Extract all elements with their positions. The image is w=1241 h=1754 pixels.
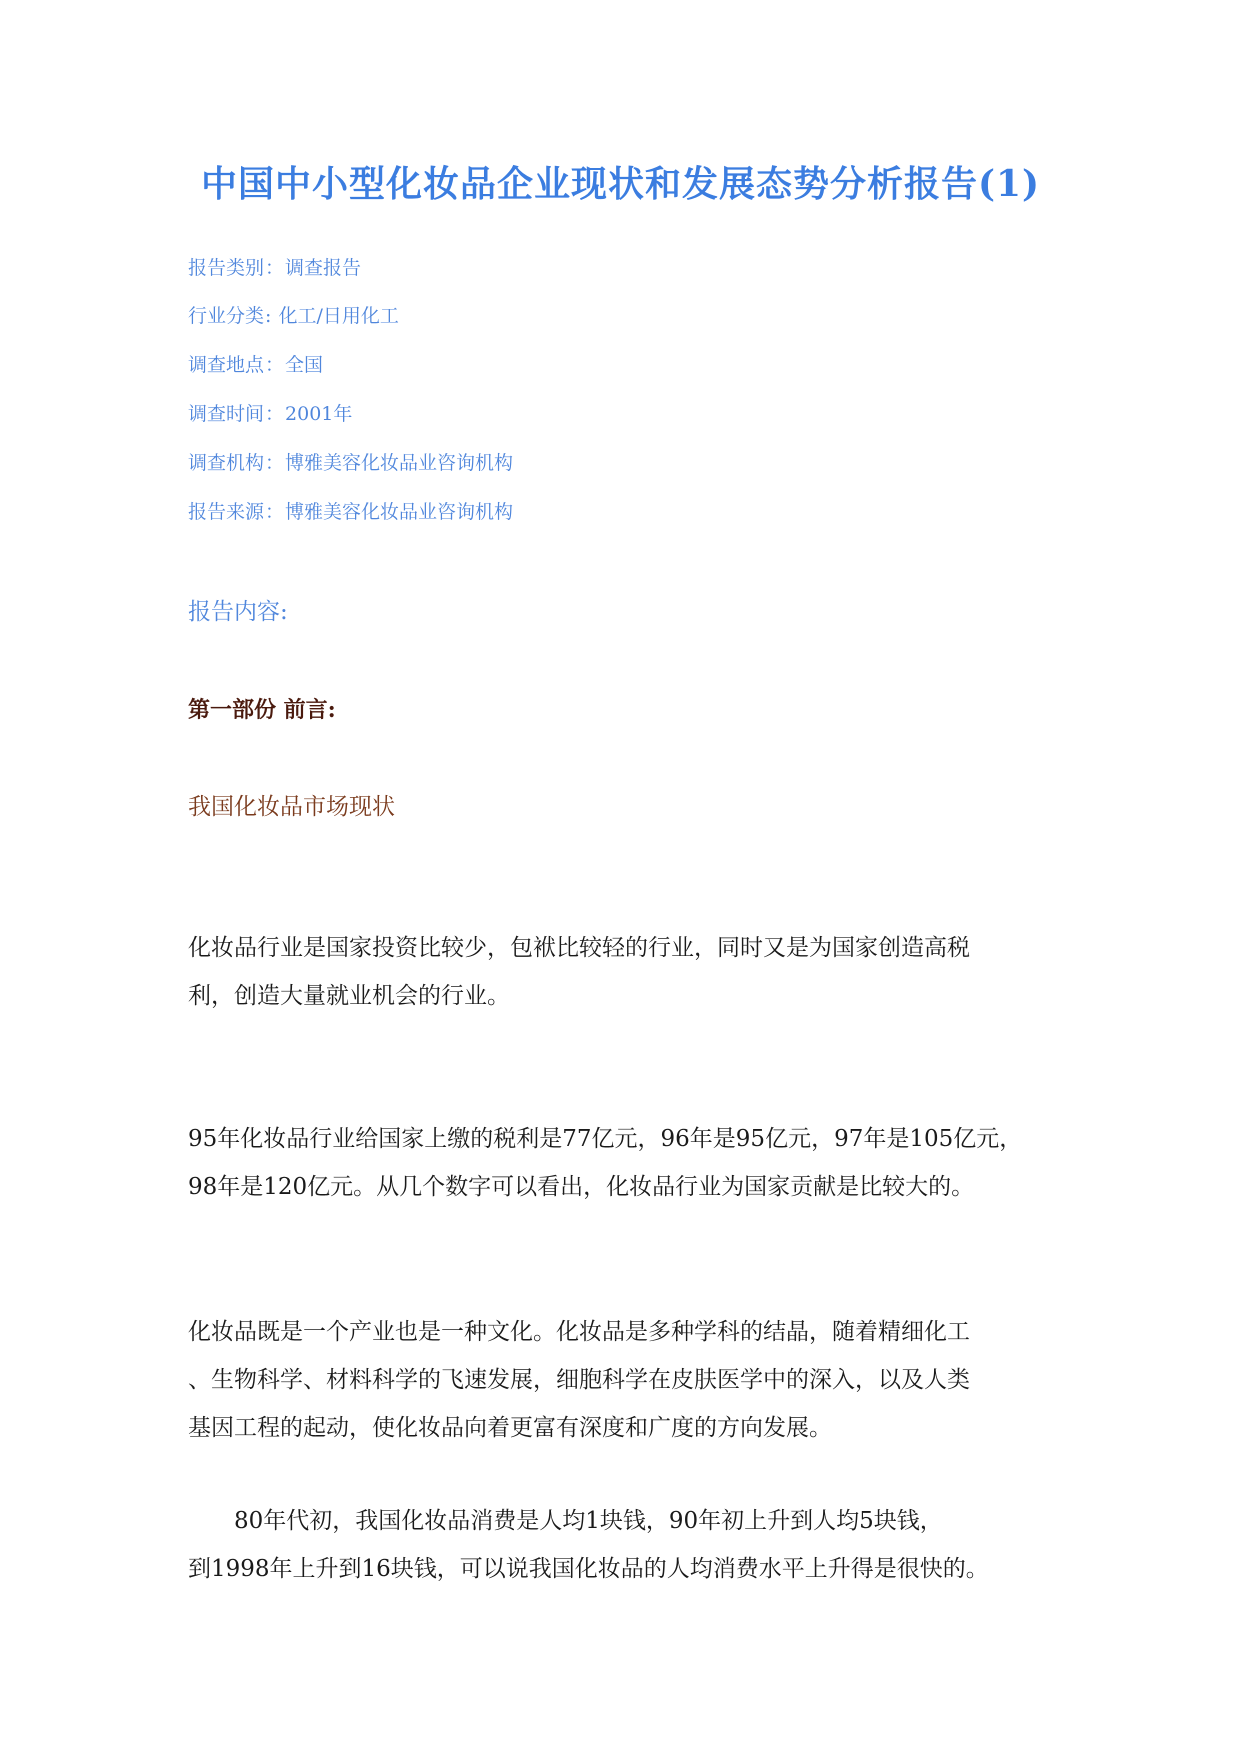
meta-label: 调查地点 [188, 354, 265, 376]
meta-label: 报告类别 [188, 257, 265, 279]
meta-survey-location [188, 351, 323, 379]
paragraph-line: 化妆品行业是国家投资比较少，包袱比较轻的行业，同时又是为国家创造高税 [188, 935, 970, 961]
paragraph-line: 利，创造大量就业机会的行业。 [188, 983, 510, 1009]
meta-separator: ： [265, 257, 285, 279]
meta-label: 调查时间 [188, 403, 265, 425]
meta-report-category [188, 254, 361, 282]
meta-value: 博雅美容化妆品业咨询机构 [285, 501, 514, 523]
meta-label: 行业分类 [188, 305, 265, 327]
meta-separator: ： [265, 403, 285, 425]
meta-value: 全国 [285, 354, 324, 376]
paragraph-line: 95年化妆品行业给国家上缴的税利是77亿元，96年是95亿元，97年是105亿元， [188, 1126, 1023, 1152]
meta-industry [188, 302, 399, 330]
meta-separator: ： [265, 501, 285, 523]
paragraph-line: 基因工程的起动，使化妆品向着更富有深度和广度的方向发展。 [188, 1415, 832, 1441]
meta-separator: ： [265, 354, 285, 376]
paragraph-line: 98年是120亿元。从几个数字可以看出，化妆品行业为国家贡献是比较大的。 [188, 1174, 975, 1200]
report-content-label: 报告内容: [188, 599, 288, 625]
paragraph-2 [188, 1115, 1048, 1211]
meta-value: 博雅美容化妆品业咨询机构 [285, 452, 514, 474]
paragraph-line: 80年代初，我国化妆品消费是人均1块钱，90年初上升到人均5块钱， [234, 1508, 943, 1534]
meta-value: 调查报告 [285, 257, 362, 279]
meta-survey-time [188, 400, 352, 428]
paragraph-line: 到1998年上升到16块钱，可以说我国化妆品的人均消费水平上升得是很快的。 [188, 1556, 989, 1582]
section-subheading: 我国化妆品市场现状 [188, 794, 395, 820]
section-heading: 第一部份 前言: [188, 697, 336, 723]
paragraph-4 [188, 1497, 1048, 1593]
meta-value: 2001年 [285, 403, 353, 425]
meta-separator: : [265, 305, 278, 327]
meta-value: 化工/日用化工 [278, 305, 399, 327]
meta-report-source [188, 498, 513, 526]
meta-survey-agency [188, 449, 513, 477]
paragraph-line: 化妆品既是一个产业也是一种文化。化妆品是多种学科的结晶，随着精细化工 [188, 1319, 970, 1345]
meta-label: 调查机构 [188, 452, 265, 474]
paragraph-1 [188, 924, 1048, 1020]
paragraph-line: 、生物科学、材料科学的飞速发展，细胞科学在皮肤医学中的深入，以及人类 [188, 1367, 970, 1393]
document-title: 中国中小型化妆品企业现状和发展态势分析报告(1) [200, 163, 1041, 205]
meta-separator: ： [265, 452, 285, 474]
meta-label: 报告来源 [188, 501, 265, 523]
paragraph-3 [188, 1308, 1048, 1452]
